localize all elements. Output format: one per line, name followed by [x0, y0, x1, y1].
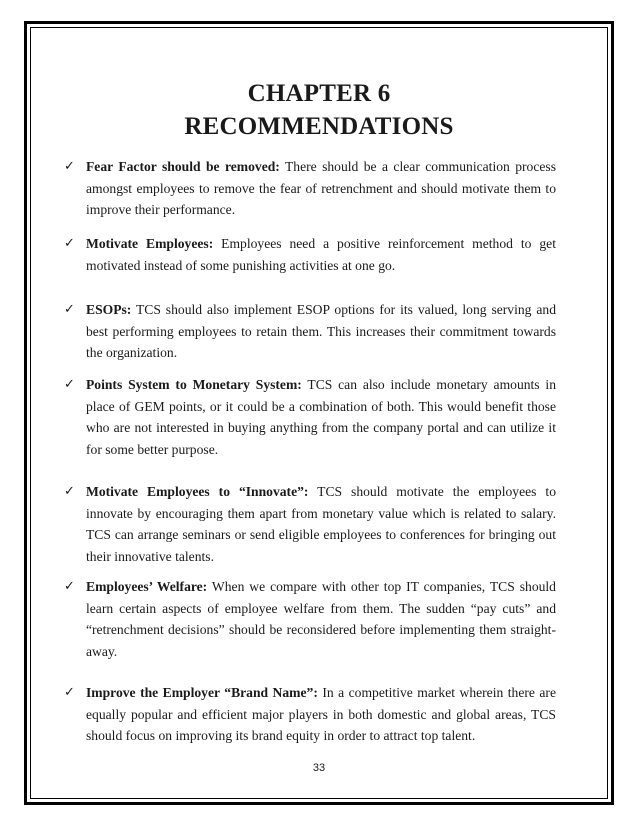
item-text: There should be a clear communication process amongst employees to remove the fear of retrenchment and should motivate them to improve their performance.	[86, 159, 556, 217]
check-icon: ✓	[64, 302, 75, 317]
item-text: Employees need a positive reinforcement method to get motivated instead of some punishing activities at one go.	[86, 236, 556, 273]
item-text: TCS should motivate the employees to innovate by encouraging them apart from monetary value which is related to salary. TCS can arrange seminars or send eligible employees to conferences for bringing out their innovative talents.	[86, 484, 556, 564]
chapter-number: CHAPTER 6	[247, 80, 391, 107]
item-text: When we compare with other top IT companies, TCS should learn certain aspects of employee welfare from them. The sudden “pay cuts” and “retrenchment decisions” should be reconsidered before implementing them straight-away.	[86, 579, 556, 659]
item-text: In a competitive market wherein there are equally popular and efficient major players in both domestic and global areas, TCS should focus on improving its brand equity in order to attract top talent.	[86, 685, 556, 743]
item-heading: Employees’ Welfare:	[86, 579, 208, 594]
item-text: TCS can also include monetary amounts in place of GEM points, or it could be a combination of both. This would benefit those who are not interested in buying anything from the company portal and can utilize it for some better purpose.	[86, 377, 556, 457]
recommendation-item	[64, 682, 556, 747]
recommendation-item	[64, 481, 556, 567]
check-icon: ✓	[64, 236, 75, 251]
item-text: TCS should also implement ESOP options for its valued, long serving and best performing employees to retain them. This increases their commitment towards the organization.	[86, 302, 556, 360]
item-heading: ESOPs:	[86, 302, 132, 317]
check-icon: ✓	[64, 377, 75, 392]
item-heading: Motivate Employees:	[86, 236, 214, 251]
recommendation-item	[64, 299, 556, 364]
item-heading: Motivate Employees to “Innovate”:	[86, 484, 309, 499]
check-icon: ✓	[64, 579, 75, 594]
recommendation-item	[64, 374, 556, 460]
item-heading: Points System to Monetary System:	[86, 377, 302, 392]
recommendation-item	[64, 576, 556, 662]
page-number: 33	[312, 762, 326, 774]
check-icon: ✓	[64, 159, 75, 174]
recommendation-item	[64, 156, 556, 221]
recommendation-item	[64, 233, 556, 276]
item-heading: Fear Factor should be removed:	[86, 159, 280, 174]
chapter-title: RECOMMENDATIONS	[184, 113, 454, 140]
check-icon: ✓	[64, 484, 75, 499]
item-heading: Improve the Employer “Brand Name”:	[86, 685, 318, 700]
check-icon: ✓	[64, 685, 75, 700]
